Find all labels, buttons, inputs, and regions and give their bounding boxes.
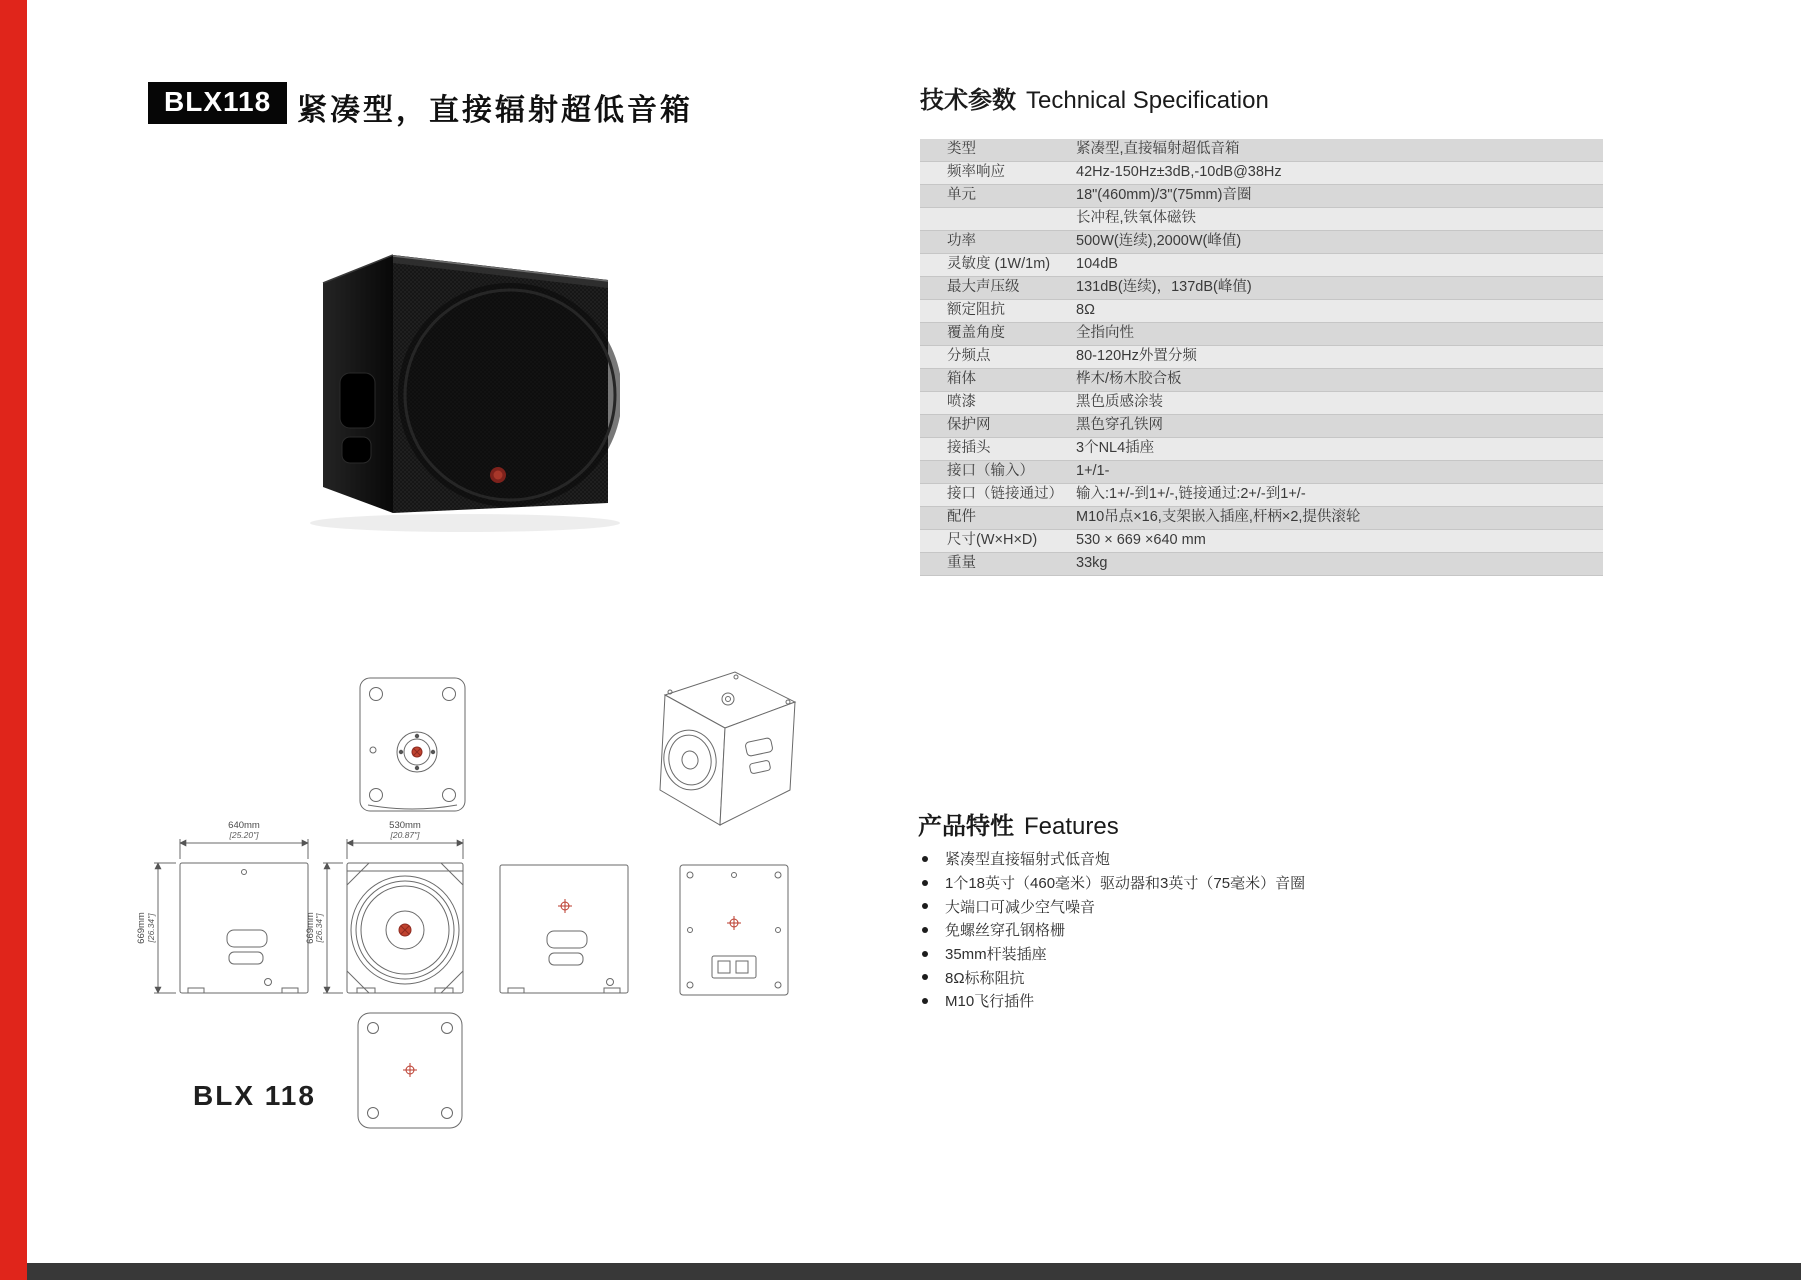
spec-value: M10吊点×16,支架嵌入插座,杆柄×2,提供滚轮 — [1076, 509, 1361, 525]
dim-depth: 640mm — [228, 820, 260, 831]
features-heading-en: Features — [1024, 813, 1119, 840]
feature-item — [918, 894, 1305, 918]
spec-row — [920, 300, 1603, 323]
spec-row — [920, 277, 1603, 300]
feature-item — [918, 918, 1305, 942]
dim-height-front: 669mm — [305, 912, 316, 944]
spec-label — [920, 208, 1076, 230]
spec-label: 接口（输入） — [947, 463, 1034, 479]
photo-shadow — [310, 514, 620, 532]
dim-height-front-inch: [26.34"] — [314, 913, 324, 943]
feature-item — [918, 871, 1305, 895]
spec-label: 灵敏度 (1W/1m) — [947, 256, 1051, 272]
footer-bar — [0, 1263, 1801, 1280]
spec-row — [920, 438, 1603, 461]
feature-item — [918, 965, 1305, 989]
drawing-isometric-view — [659, 672, 795, 825]
spec-row — [920, 507, 1603, 530]
model-badge: BLX118 — [148, 82, 287, 124]
spec-value: 3个NL4插座 — [1076, 440, 1155, 456]
bullet-icon — [922, 856, 928, 862]
spec-label: 接插头 — [947, 440, 991, 456]
spec-label: 接口（链接通过） — [947, 486, 1063, 502]
bullet-icon — [922, 974, 928, 980]
spec-value: 500W(连续),2000W(峰值) — [1076, 233, 1242, 249]
drawing-rear-view — [680, 865, 788, 995]
spec-value: 输入:1+/-到1+/-,链接通过:2+/-到1+/- — [1076, 486, 1306, 502]
product-photo — [300, 235, 620, 535]
left-accent-bar — [0, 0, 27, 1280]
spec-heading-cn: 技术参数 — [920, 87, 1016, 114]
spec-row — [920, 323, 1603, 346]
spec-label: 配件 — [947, 509, 976, 525]
spec-row — [920, 461, 1603, 484]
spec-label: 箱体 — [947, 371, 976, 387]
feature-text: 8Ω标称阻抗 — [945, 969, 1025, 987]
bullet-icon — [922, 903, 928, 909]
spec-value: 紧凑型,直接辐射超低音箱 — [1076, 141, 1240, 157]
dim-width: 530mm — [389, 820, 421, 831]
brand-logo-inner — [494, 471, 503, 480]
feature-text: M10飞行插件 — [945, 993, 1035, 1011]
spec-value: 黑色质感涂装 — [1076, 394, 1163, 410]
spec-label: 覆盖角度 — [947, 325, 1005, 341]
features-heading-cn: 产品特性 — [918, 813, 1014, 840]
spec-label: 喷漆 — [947, 394, 976, 410]
spec-value: 33kg — [1076, 555, 1108, 571]
feature-text: 大端口可减少空气噪音 — [945, 898, 1096, 916]
feature-text: 紧凑型直接辐射式低音炮 — [945, 851, 1111, 869]
feature-text: 免螺丝穿孔钢格栅 — [945, 922, 1066, 940]
spec-row — [920, 139, 1603, 162]
feature-text: 1个18英寸（460毫米）驱动器和3英寸（75毫米）音圈 — [945, 875, 1306, 893]
spec-label: 单元 — [947, 187, 976, 203]
bullet-icon — [922, 927, 928, 933]
page-title: 紧凑型，直接辐射超低音箱 — [297, 94, 693, 127]
spec-row — [920, 162, 1603, 185]
spec-value: 80-120Hz外置分频 — [1076, 348, 1197, 364]
spec-row — [920, 553, 1603, 576]
spec-value: 全指向性 — [1076, 325, 1134, 341]
drawing-front-view — [323, 839, 463, 993]
spec-label: 功率 — [947, 233, 976, 249]
spec-row — [920, 392, 1603, 415]
bullet-icon — [922, 951, 928, 957]
spec-label: 保护网 — [947, 417, 991, 433]
spec-row — [920, 231, 1603, 254]
drawing-side-view-right — [500, 865, 628, 993]
pole-mount-cup — [397, 732, 437, 772]
spec-label: 重量 — [947, 555, 976, 571]
spec-value: 530 × 669 ×640 mm — [1076, 532, 1206, 548]
dim-height-left: 669mm — [136, 912, 147, 944]
drawing-side-view-left — [154, 839, 308, 993]
bullet-icon — [922, 998, 928, 1004]
spec-value: 104dB — [1076, 256, 1118, 272]
spec-value: 1+/1- — [1076, 463, 1110, 479]
side-handle-upper — [340, 373, 375, 428]
spec-label: 最大声压级 — [947, 279, 1020, 295]
spec-label: 类型 — [947, 141, 976, 157]
spec-value: 长冲程,铁氧体磁铁 — [1076, 210, 1197, 226]
spec-value: 黑色穿孔铁网 — [1076, 417, 1163, 433]
bullet-icon — [922, 880, 928, 886]
spec-row — [920, 415, 1603, 438]
spec-heading-en: Technical Specification — [1026, 87, 1269, 114]
feature-item — [918, 847, 1305, 871]
spec-label: 尺寸(W×H×D) — [947, 532, 1038, 548]
spec-row — [920, 254, 1603, 277]
spec-label: 额定阻抗 — [947, 302, 1005, 318]
feature-item — [918, 989, 1305, 1013]
feature-item — [918, 942, 1305, 966]
side-handle-lower — [342, 437, 371, 463]
drawing-top-view — [360, 678, 465, 811]
features-list — [918, 847, 1305, 1013]
spec-row — [920, 369, 1603, 392]
features-heading — [918, 806, 1119, 841]
spec-row — [920, 208, 1603, 231]
drawing-bottom-view — [358, 1013, 462, 1128]
spec-value: 8Ω — [1076, 302, 1095, 318]
spec-row — [920, 346, 1603, 369]
dim-depth-inch: [25.20"] — [229, 830, 259, 840]
spec-table — [920, 139, 1603, 576]
dim-width-inch: [20.87"] — [390, 830, 420, 840]
spec-heading — [920, 80, 1269, 115]
woofer-shadow — [398, 283, 620, 507]
feature-text: 35mm杆装插座 — [945, 946, 1047, 964]
spec-label: 分频点 — [947, 348, 991, 364]
drawing-model-label: BLX 118 — [193, 1080, 316, 1111]
spec-value: 桦木/杨木胶合板 — [1076, 371, 1182, 387]
spec-label: 频率响应 — [947, 164, 1005, 180]
spec-value: 131dB(连续)，137dB(峰值) — [1076, 279, 1252, 295]
spec-row — [920, 185, 1603, 208]
dim-height-left-inch: [26.34"] — [146, 913, 156, 943]
spec-row — [920, 484, 1603, 507]
spec-row — [920, 530, 1603, 553]
spec-value: 42Hz-150Hz±3dB,-10dB@38Hz — [1076, 164, 1282, 180]
spec-value: 18"(460mm)/3"(75mm)音圈 — [1076, 187, 1252, 203]
